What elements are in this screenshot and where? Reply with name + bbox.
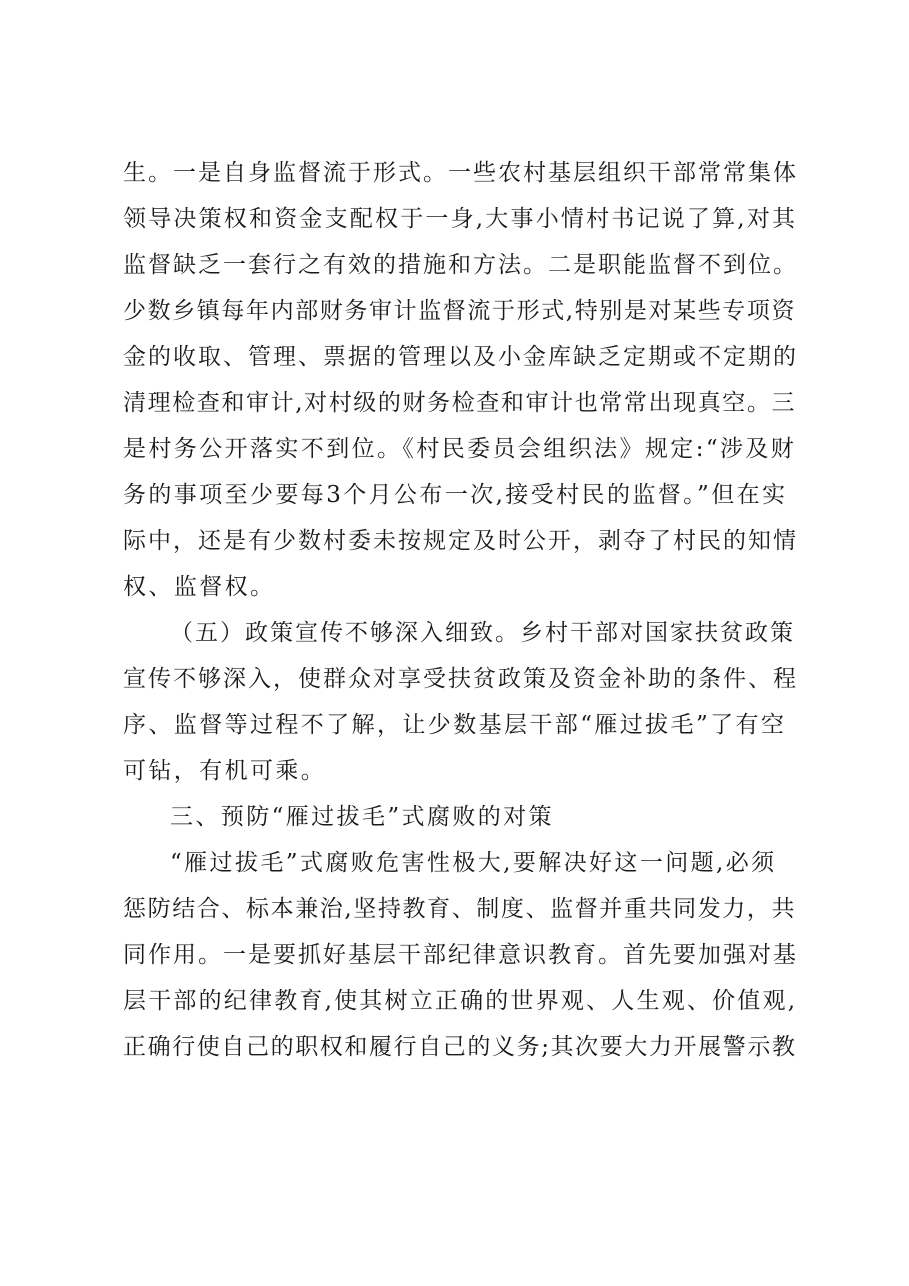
heading-line: 三、预防“雁过拔毛”式腐败的对策 <box>170 804 554 830</box>
text-line: 权、监督权。 <box>123 574 276 600</box>
paragraph-supervision <box>123 150 798 610</box>
text-line: 同作用。一是要抓好基层干部纪律意识教育。首先要加强对基 <box>123 942 798 968</box>
text-line: 少数乡镇每年内部财务审计监督流于形式,特别是对某些专项资 <box>123 298 797 324</box>
text-line: 是村务公开落实不到位。《村民委员会组织法》规定:“涉及财 <box>123 436 797 462</box>
text-line: 监督缺乏一套行之有效的措施和方法。二是职能监督不到位。 <box>123 252 798 278</box>
text-line: 可钻，有机可乘。 <box>123 758 327 784</box>
text-line: 领导决策权和资金支配权于一身,大事小情村书记说了算,对其 <box>123 206 798 232</box>
text-line: 际中，还是有少数村委未按规定及时公开，剥夺了村民的知情 <box>123 528 798 554</box>
text-line: 正确行使自己的职权和履行自己的义务;其次要大力开展警示教 <box>123 1034 797 1060</box>
text-line: 生。一是自身监督流于形式。一些农村基层组织干部常常集体 <box>123 160 798 186</box>
paragraph-countermeasures <box>123 840 798 1070</box>
text-line: 序、监督等过程不了解，让少数基层干部“雁过拔毛”了有空 <box>123 712 787 738</box>
text-line: 层干部的纪律教育,使其树立正确的世界观、人生观、价值观, <box>123 988 798 1014</box>
text-line: 金的收取、管理、票据的管理以及小金库缺乏定期或不定期的 <box>123 344 798 370</box>
text-line: “雁过拔毛”式腐败危害性极大,要解决好这一问题,必须 <box>170 850 777 876</box>
text-line: （五）政策宣传不够深入细致。乡村干部对国家扶贫政策 <box>170 620 795 646</box>
text-line: 清理检查和审计,对村级的财务检查和审计也常常出现真空。三 <box>123 390 797 416</box>
text-line: 惩防结合、标本兼治,坚持教育、制度、监督并重共同发力，共 <box>123 896 797 922</box>
paragraph-policy-publicity <box>123 610 798 794</box>
text-line: 宣传不够深入，使群众对享受扶贫政策及资金补助的条件、程 <box>123 666 798 692</box>
document-body <box>123 150 798 1070</box>
text-line: 务的事项至少要每3个月公布一次,接受村民的监督。”但在实 <box>123 482 788 508</box>
section-heading <box>123 794 798 840</box>
